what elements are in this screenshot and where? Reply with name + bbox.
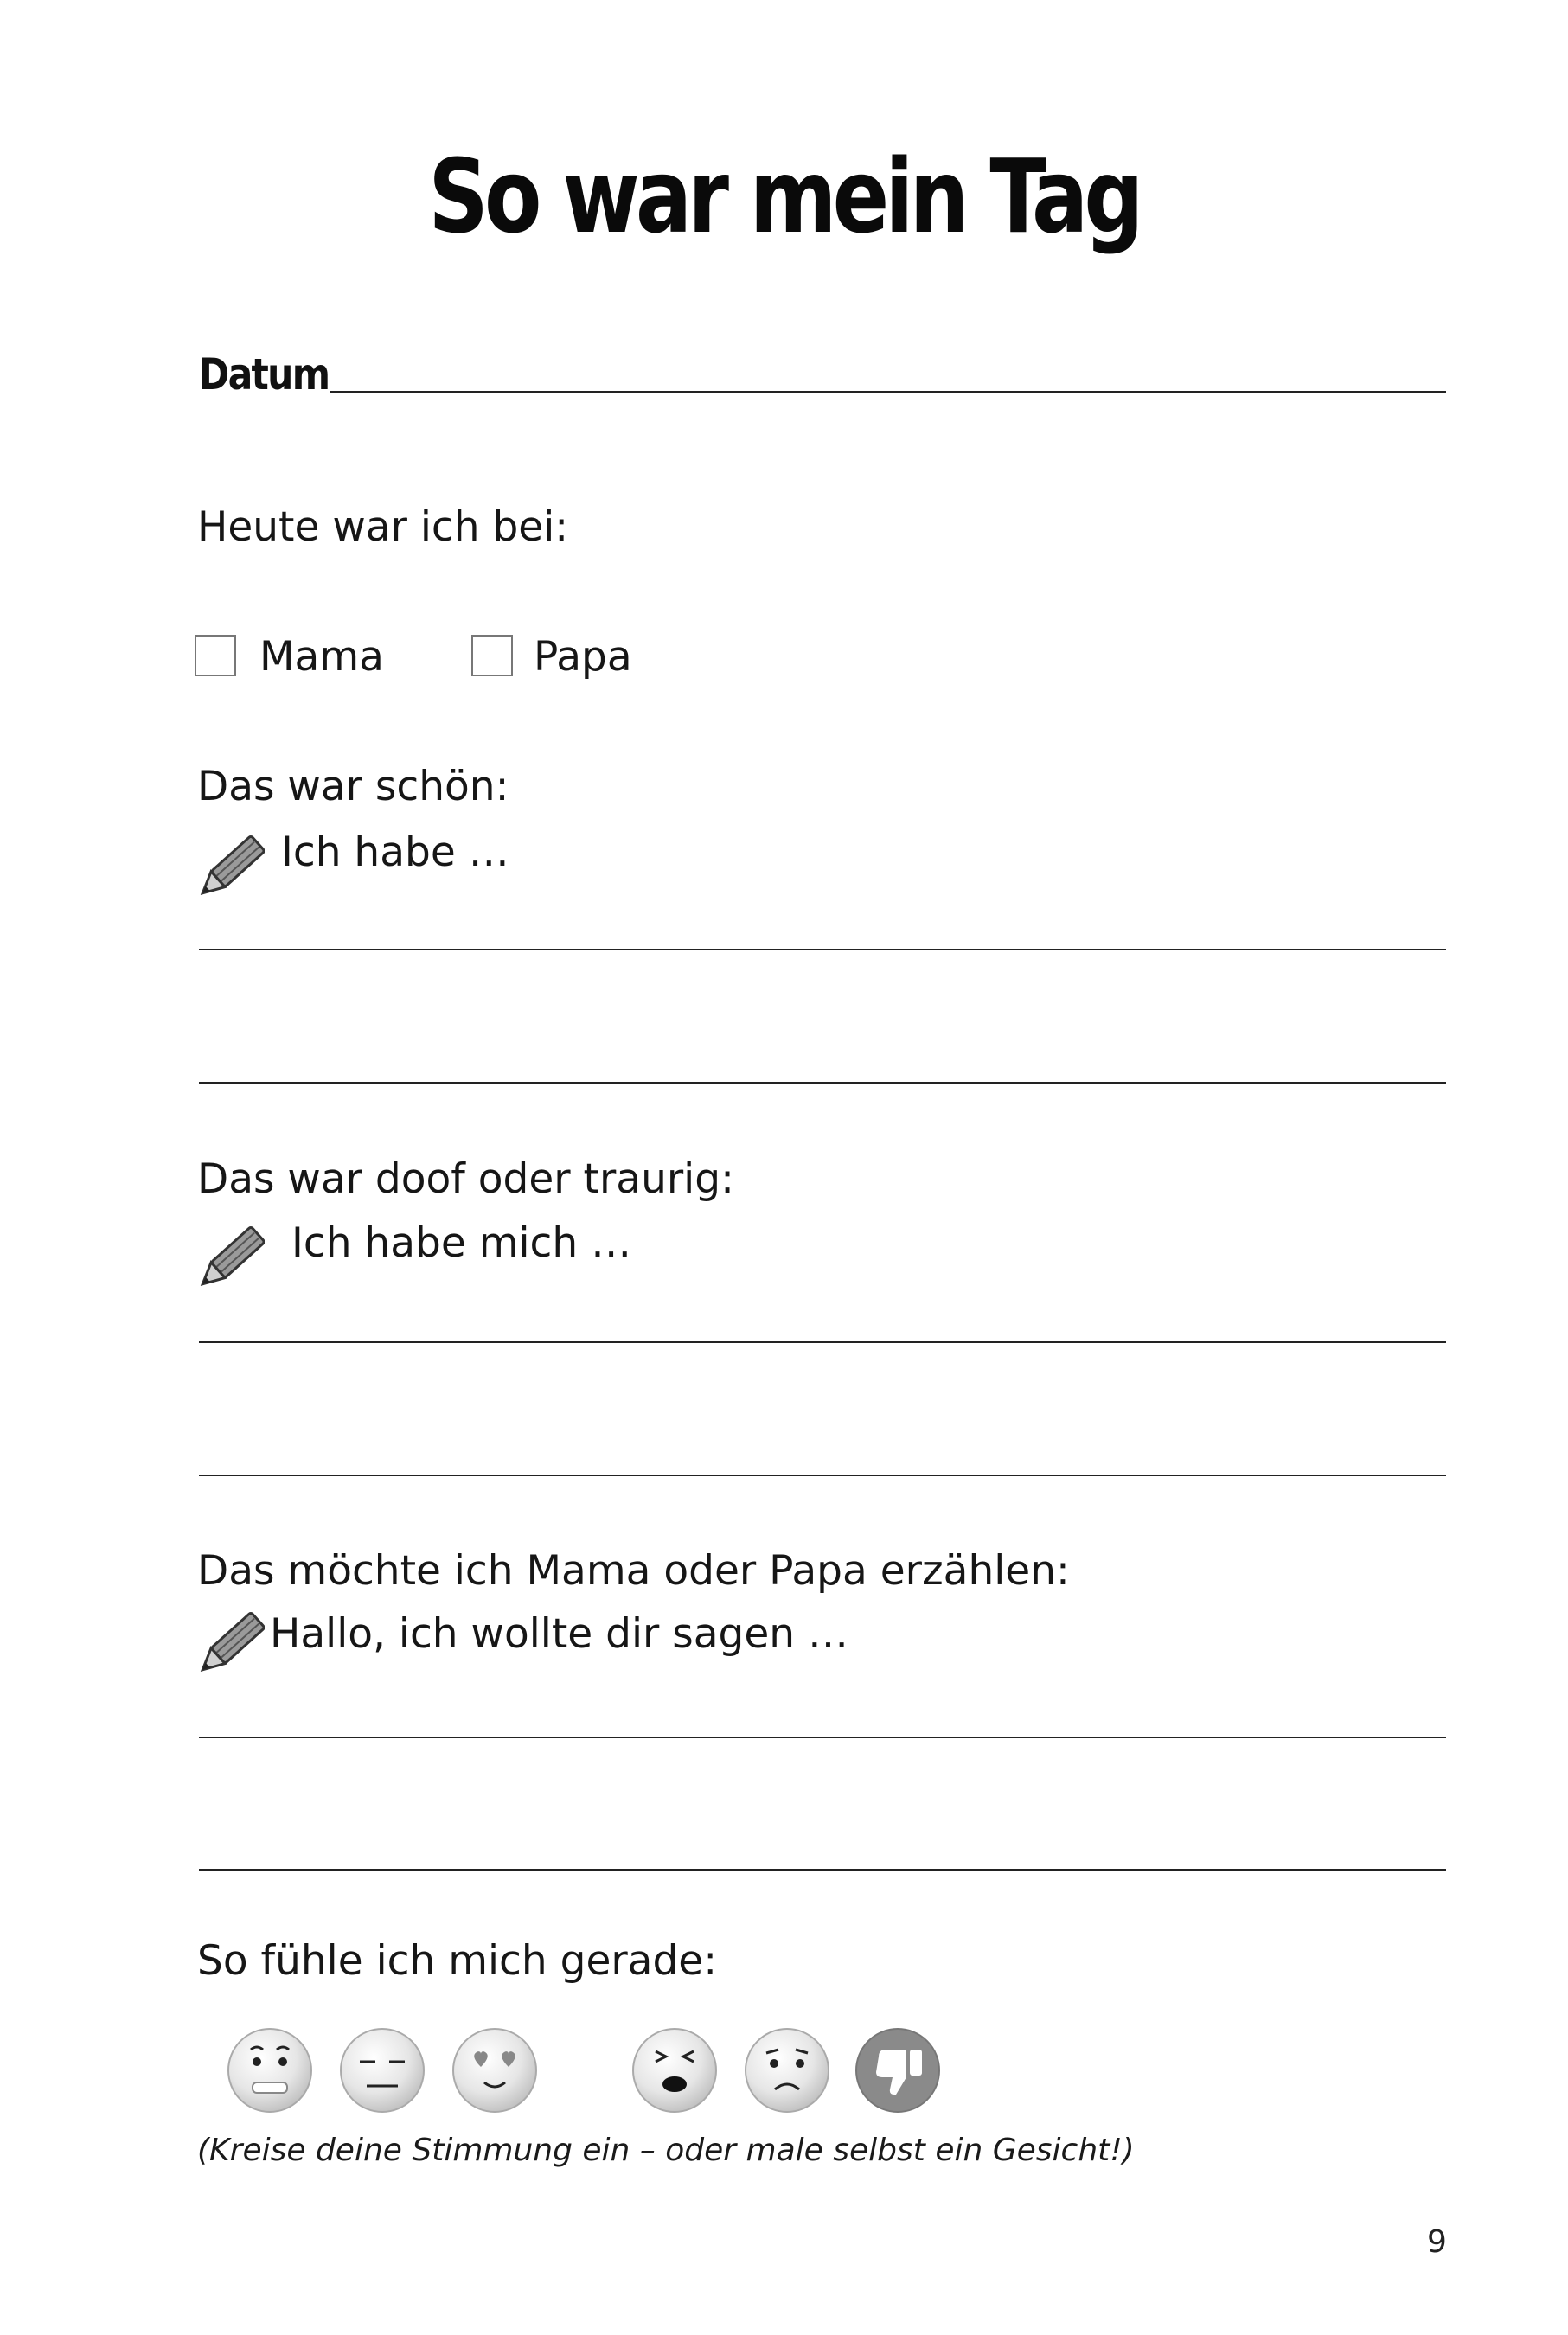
section-nice-prompt: Ich habe … [281, 828, 509, 876]
mood-hint: (Kreise deine Stimmung ein – oder male selbst ein Gesicht!) [197, 2133, 1135, 2168]
writing-line[interactable] [199, 1737, 1446, 1738]
laughing-face-icon[interactable] [630, 2025, 720, 2115]
writing-line[interactable] [199, 1869, 1446, 1871]
page-title: So war mein Tag [428, 137, 1140, 256]
pencil-icon [192, 830, 265, 910]
page-number: 9 [1427, 2224, 1447, 2260]
writing-line[interactable] [199, 1475, 1446, 1476]
mood-question: So fühle ich mich gerade: [197, 1937, 718, 1985]
pencil-icon [192, 1607, 265, 1686]
neutral-face-icon[interactable] [337, 2025, 427, 2115]
pencil-icon [192, 1221, 265, 1301]
section-tell-heading: Das möchte ich Mama oder Papa erzählen: [197, 1547, 1070, 1595]
section-sad-prompt: Ich habe mich … [291, 1219, 632, 1267]
writing-line[interactable] [199, 1341, 1446, 1343]
date-label: Datum [199, 349, 330, 400]
writing-line[interactable] [199, 1082, 1446, 1084]
checkbox-mama[interactable] [195, 635, 236, 676]
thumbs-down-icon[interactable] [853, 2025, 943, 2115]
location-question: Heute war ich bei: [197, 503, 569, 551]
sad-face-icon[interactable] [742, 2025, 832, 2115]
option-mama-label: Mama [259, 633, 384, 681]
heart-eyes-face-icon[interactable] [450, 2025, 540, 2115]
surprised-face-icon[interactable] [225, 2025, 315, 2115]
option-papa-label: Papa [534, 633, 632, 681]
date-line[interactable] [330, 391, 1446, 393]
section-sad-heading: Das war doof oder traurig: [197, 1155, 734, 1203]
section-tell-prompt: Hallo, ich wollte dir sagen … [270, 1610, 849, 1658]
writing-line[interactable] [199, 949, 1446, 950]
checkbox-papa[interactable] [471, 635, 513, 676]
section-nice-heading: Das war schön: [197, 763, 509, 810]
